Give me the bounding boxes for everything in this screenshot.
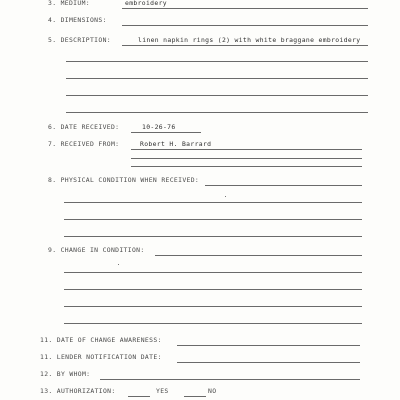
by-whom-label: 12. BY WHOM: [40, 370, 91, 378]
description-label: 5. DESCRIPTION: [48, 36, 111, 44]
authorization-yes-label: YES [156, 387, 169, 395]
physical-condition-line-4 [64, 236, 362, 237]
physical-condition-line-2 [64, 202, 362, 203]
lender-notification-label: 11. LENDER NOTIFICATION DATE: [40, 353, 162, 361]
description-line-3 [66, 78, 368, 79]
authorization-label: 13. AUTHORIZATION: [40, 387, 116, 395]
medium-line [122, 8, 368, 9]
by-whom-line [100, 379, 360, 380]
description-line-5 [66, 112, 368, 113]
lender-notification-line [177, 362, 360, 363]
speck [118, 264, 119, 265]
change-condition-line-2 [64, 272, 362, 273]
authorization-no-blank [184, 396, 206, 397]
received-from-line-3 [131, 166, 362, 167]
received-from-line-1 [131, 149, 362, 150]
physical-condition-label: 8. PHYSICAL CONDITION WHEN RECEIVED: [48, 176, 200, 184]
received-from-label: 7. RECEIVED FROM: [48, 140, 120, 148]
physical-condition-line-3 [64, 219, 362, 220]
change-condition-line-4 [64, 306, 362, 307]
date-received-line [131, 132, 201, 133]
change-condition-line-1 [155, 255, 362, 256]
change-condition-line-5 [64, 323, 362, 324]
dimensions-line [122, 25, 368, 26]
authorization-no-label: NO [208, 387, 217, 395]
date-change-awareness-label: 11. DATE OF CHANGE AWARENESS: [40, 336, 162, 344]
dimensions-label: 4. DIMENSIONS: [48, 16, 107, 24]
date-change-awareness-line [177, 345, 360, 346]
speck [225, 196, 226, 197]
description-value: linen napkin rings (2) with white braggane embroidery [138, 36, 361, 44]
description-line-4 [66, 95, 368, 96]
medium-label: 3. MEDIUM: [48, 0, 90, 7]
physical-condition-line-1 [205, 185, 362, 186]
change-condition-line-3 [64, 289, 362, 290]
description-line-2 [66, 61, 368, 62]
received-from-line-2 [131, 158, 362, 159]
description-line-1 [122, 45, 368, 46]
date-received-label: 6. DATE RECEIVED: [48, 123, 120, 131]
date-received-value: 10-26-76 [142, 123, 176, 131]
authorization-yes-blank [128, 396, 150, 397]
received-from-value: Robert H. Barrard [140, 140, 212, 148]
medium-value: embroidery [125, 0, 167, 7]
change-in-condition-label: 9. CHANGE IN CONDITION: [48, 246, 145, 254]
